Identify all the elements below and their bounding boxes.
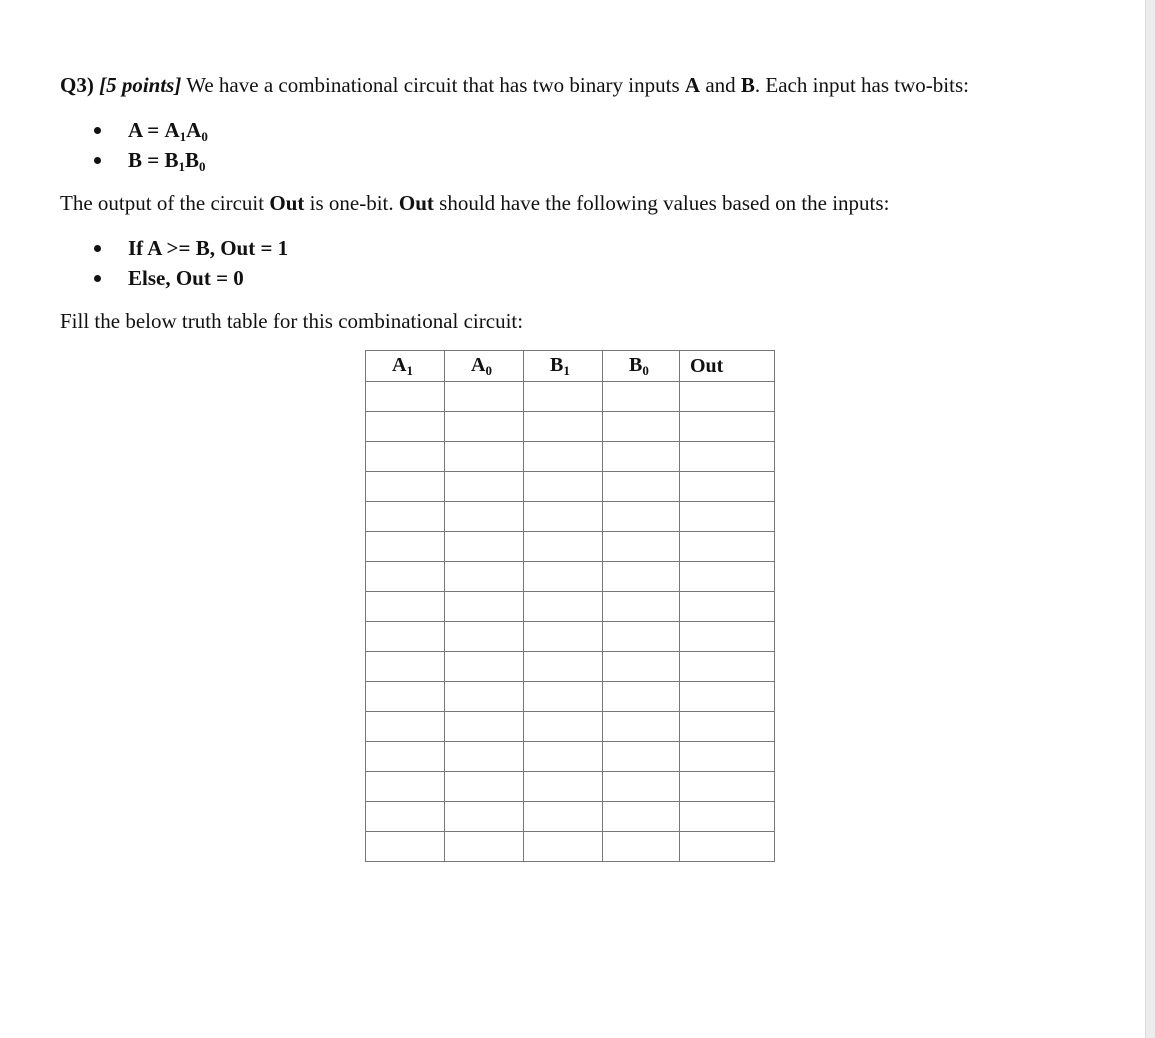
rule-item: If A >= B, Out = 1	[92, 233, 288, 263]
bullet-icon	[94, 275, 101, 282]
table-cell[interactable]	[445, 502, 524, 532]
table-row	[366, 772, 775, 802]
question-text-1: We have a combinational circuit that has two binary inputs	[181, 73, 685, 97]
input-definitions-list	[92, 115, 208, 175]
question-number: Q3)	[60, 73, 94, 97]
rule-item: Else, Out = 0	[92, 263, 288, 293]
table-cell[interactable]	[603, 502, 680, 532]
table-cell[interactable]	[366, 832, 445, 862]
table-cell[interactable]	[603, 442, 680, 472]
header-a1: $A_1$	[366, 351, 445, 382]
table-cell[interactable]	[603, 682, 680, 712]
table-cell[interactable]	[524, 562, 603, 592]
header-out: Out	[680, 351, 775, 382]
table-cell[interactable]	[603, 652, 680, 682]
table-cell[interactable]	[524, 622, 603, 652]
table-cell[interactable]	[366, 772, 445, 802]
table-row	[366, 562, 775, 592]
question-prompt	[60, 73, 969, 98]
table-cell[interactable]	[366, 472, 445, 502]
table-cell[interactable]	[524, 742, 603, 772]
table-cell[interactable]	[680, 802, 775, 832]
table-row	[366, 382, 775, 412]
table-cell[interactable]	[366, 442, 445, 472]
table-cell[interactable]	[366, 412, 445, 442]
table-row	[366, 592, 775, 622]
table-cell[interactable]	[680, 472, 775, 502]
table-cell[interactable]	[680, 652, 775, 682]
table-cell[interactable]	[366, 652, 445, 682]
table-cell[interactable]	[680, 442, 775, 472]
table-cell[interactable]	[445, 412, 524, 442]
table-cell[interactable]	[524, 412, 603, 442]
table-cell[interactable]	[366, 712, 445, 742]
table-cell[interactable]	[445, 742, 524, 772]
table-cell[interactable]	[680, 712, 775, 742]
table-cell[interactable]	[445, 532, 524, 562]
header-b0: $B_0$	[603, 351, 680, 382]
question-points: [5 points]	[99, 73, 182, 97]
table-cell[interactable]	[366, 502, 445, 532]
table-cell[interactable]	[366, 592, 445, 622]
table-cell[interactable]	[524, 472, 603, 502]
table-cell[interactable]	[445, 382, 524, 412]
table-cell[interactable]	[680, 742, 775, 772]
table-cell[interactable]	[524, 442, 603, 472]
table-cell[interactable]	[445, 652, 524, 682]
table-row	[366, 502, 775, 532]
table-cell[interactable]	[524, 502, 603, 532]
header-b1: $B_1$	[524, 351, 603, 382]
table-cell[interactable]	[524, 772, 603, 802]
output-description: The output of the circuit Out is one-bit. Out should have the following values based on the inputs:	[60, 191, 890, 215]
output-rules-list	[92, 233, 288, 293]
question-text-and: and	[700, 73, 741, 97]
table-row	[366, 832, 775, 862]
table-cell[interactable]	[680, 562, 775, 592]
truth-table-header-row	[366, 351, 775, 382]
bullet-icon	[94, 127, 101, 134]
table-cell[interactable]	[524, 832, 603, 862]
table-cell[interactable]	[524, 682, 603, 712]
definition-a: $A = A_1A_0$	[92, 115, 208, 145]
table-cell[interactable]	[366, 532, 445, 562]
table-cell[interactable]	[603, 382, 680, 412]
definition-b: $B = B_1B_0$	[92, 145, 208, 175]
input-a-label: A	[684, 73, 701, 97]
table-cell[interactable]	[366, 562, 445, 592]
question-text-2: . Each input has two-bits:	[754, 73, 969, 97]
table-cell[interactable]	[366, 622, 445, 652]
table-cell[interactable]	[603, 742, 680, 772]
table-cell[interactable]	[603, 772, 680, 802]
table-row	[366, 802, 775, 832]
table-cell[interactable]	[603, 712, 680, 742]
table-row	[366, 652, 775, 682]
table-row	[366, 622, 775, 652]
table-cell[interactable]	[680, 832, 775, 862]
table-cell[interactable]	[603, 832, 680, 862]
table-row	[366, 682, 775, 712]
definition-lhs: B =	[128, 148, 160, 172]
table-cell[interactable]	[524, 592, 603, 622]
page-right-edge	[1145, 0, 1155, 1038]
table-row	[366, 742, 775, 772]
table-cell[interactable]	[445, 622, 524, 652]
table-row	[366, 532, 775, 562]
table-cell[interactable]	[445, 562, 524, 592]
table-cell[interactable]	[445, 592, 524, 622]
table-row	[366, 412, 775, 442]
table-cell[interactable]	[366, 742, 445, 772]
bullet-icon	[94, 157, 101, 164]
table-row	[366, 442, 775, 472]
input-b-label: B	[740, 73, 755, 97]
truth-table	[365, 350, 775, 862]
table-row	[366, 472, 775, 502]
table-cell[interactable]	[524, 712, 603, 742]
header-a0: $A_0$	[445, 351, 524, 382]
table-cell[interactable]	[603, 472, 680, 502]
table-cell[interactable]	[445, 472, 524, 502]
table-cell[interactable]	[445, 802, 524, 832]
bullet-icon	[94, 245, 101, 252]
table-cell[interactable]	[603, 412, 680, 442]
table-cell[interactable]	[524, 652, 603, 682]
table-cell[interactable]	[366, 382, 445, 412]
table-cell[interactable]	[524, 382, 603, 412]
table-cell[interactable]	[445, 832, 524, 862]
table-cell[interactable]	[680, 382, 775, 412]
instruction-text: Fill the below truth table for this combinational circuit:	[60, 309, 524, 333]
table-row	[366, 712, 775, 742]
table-cell[interactable]	[445, 442, 524, 472]
table-cell[interactable]	[445, 682, 524, 712]
table-cell[interactable]	[603, 562, 680, 592]
table-cell[interactable]	[680, 592, 775, 622]
table-cell[interactable]	[680, 502, 775, 532]
table-cell[interactable]	[603, 802, 680, 832]
table-cell[interactable]	[680, 622, 775, 652]
table-cell[interactable]	[524, 532, 603, 562]
table-cell[interactable]	[445, 712, 524, 742]
table-cell[interactable]	[366, 802, 445, 832]
table-cell[interactable]	[680, 532, 775, 562]
table-cell[interactable]	[680, 412, 775, 442]
table-cell[interactable]	[680, 772, 775, 802]
truth-table-body	[366, 382, 775, 862]
table-cell[interactable]	[366, 682, 445, 712]
table-cell[interactable]	[524, 802, 603, 832]
table-cell[interactable]	[445, 772, 524, 802]
table-cell[interactable]	[680, 682, 775, 712]
table-cell[interactable]	[603, 622, 680, 652]
table-cell[interactable]	[603, 592, 680, 622]
definition-lhs: A =	[128, 118, 160, 142]
table-cell[interactable]	[603, 532, 680, 562]
